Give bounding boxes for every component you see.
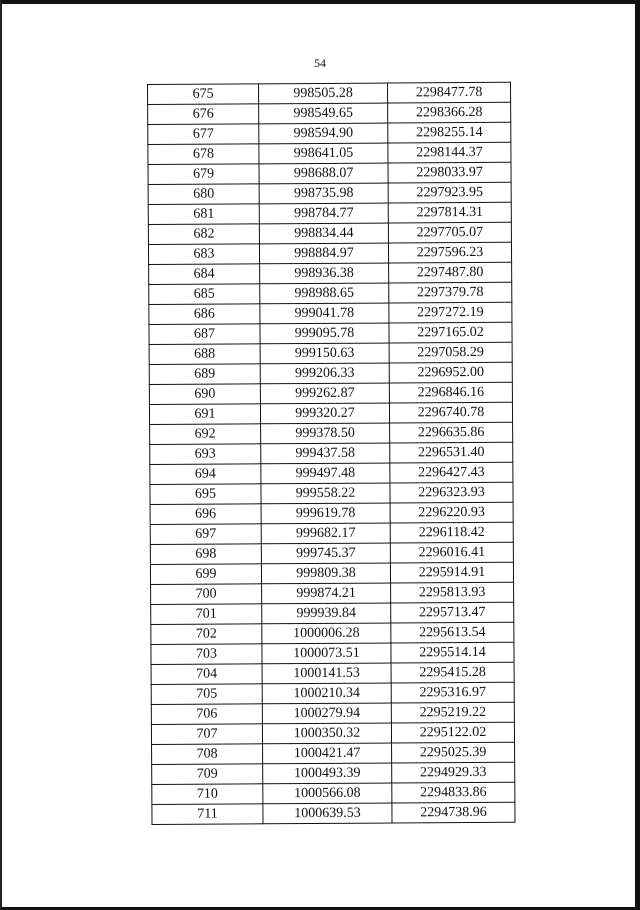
easting-cell: 998884.97: [259, 243, 388, 264]
point-number-cell: 682: [148, 224, 259, 245]
northing-cell: 2295514.14: [391, 642, 514, 663]
easting-cell: 999939.84: [262, 603, 391, 624]
table-row: [151, 722, 514, 744]
northing-cell: 2295025.39: [392, 742, 515, 763]
northing-cell: 2298033.97: [388, 162, 511, 183]
table-row: [148, 182, 511, 204]
northing-cell: 2296635.86: [390, 422, 513, 443]
easting-cell: 999262.87: [260, 383, 389, 404]
easting-cell: 999745.37: [261, 543, 390, 564]
point-number-cell: 707: [151, 724, 262, 745]
northing-cell: 2298477.78: [387, 82, 510, 103]
table-row: [148, 242, 511, 264]
easting-cell: 1000073.51: [262, 643, 391, 664]
point-number-cell: 710: [152, 784, 263, 805]
easting-cell: 999497.48: [261, 463, 390, 484]
northing-cell: 2295613.54: [391, 622, 514, 643]
point-number-cell: 687: [149, 324, 260, 345]
table-row: [152, 742, 515, 764]
easting-cell: 999095.78: [260, 323, 389, 344]
table-row: [150, 482, 513, 504]
northing-cell: 2297596.23: [388, 242, 511, 263]
easting-cell: 999320.27: [260, 403, 389, 424]
easting-cell: 998549.65: [259, 103, 388, 124]
easting-cell: 998936.38: [260, 263, 389, 284]
point-number-cell: 685: [149, 284, 260, 305]
easting-cell: 999206.33: [260, 363, 389, 384]
point-number-cell: 709: [152, 764, 263, 785]
easting-cell: 1000210.34: [262, 683, 391, 704]
table-row: [149, 402, 512, 424]
table-row: [150, 462, 513, 484]
easting-cell: 1000141.53: [262, 663, 391, 684]
point-number-cell: 690: [149, 384, 260, 405]
table-row: [150, 522, 513, 544]
table-row: [149, 362, 512, 384]
table-row: [148, 142, 511, 164]
point-number-cell: 701: [151, 604, 262, 625]
northing-cell: 2296846.16: [389, 382, 512, 403]
easting-cell: 998784.77: [259, 203, 388, 224]
northing-cell: 2294833.86: [392, 782, 515, 803]
northing-cell: 2297165.02: [389, 322, 512, 343]
table-row: [149, 262, 512, 284]
northing-cell: 2298255.14: [388, 122, 511, 143]
northing-cell: 2296427.43: [390, 462, 513, 483]
point-number-cell: 689: [149, 364, 260, 385]
point-number-cell: 677: [148, 124, 259, 145]
northing-cell: 2298366.28: [388, 102, 511, 123]
table-row: [148, 82, 511, 104]
table-row: [151, 622, 514, 644]
northing-cell: 2295415.28: [391, 662, 514, 683]
easting-cell: 1000421.47: [263, 743, 392, 764]
scan-edge-left: [0, 0, 2, 910]
point-number-cell: 680: [148, 184, 259, 205]
table-row: [148, 222, 511, 244]
northing-cell: 2297487.80: [389, 262, 512, 283]
northing-cell: 2295713.47: [391, 602, 514, 623]
easting-cell: 998641.05: [259, 143, 388, 164]
northing-cell: 2295219.22: [391, 702, 514, 723]
northing-cell: 2297379.78: [389, 282, 512, 303]
northing-cell: 2294929.33: [392, 762, 515, 783]
point-number-cell: 706: [151, 704, 262, 725]
northing-cell: 2298144.37: [388, 142, 511, 163]
easting-cell: 999041.78: [260, 303, 389, 324]
point-number-cell: 700: [151, 584, 262, 605]
easting-cell: 998988.65: [260, 283, 389, 304]
easting-cell: 998505.28: [259, 83, 388, 104]
point-number-cell: 686: [149, 304, 260, 325]
table-row: [149, 342, 512, 364]
point-number-cell: 708: [152, 744, 263, 765]
northing-cell: 2297058.29: [389, 342, 512, 363]
table-row: [148, 122, 511, 144]
point-number-cell: 676: [148, 104, 259, 125]
point-number-cell: 704: [151, 664, 262, 685]
northing-cell: 2296740.78: [389, 402, 512, 423]
table-row: [151, 682, 514, 704]
point-number-cell: 695: [150, 484, 261, 505]
table-row: [151, 602, 514, 624]
point-number-cell: 705: [151, 684, 262, 705]
table-row: [151, 642, 514, 664]
point-number-cell: 691: [149, 404, 260, 425]
easting-cell: 999874.21: [262, 583, 391, 604]
northing-cell: 2297923.95: [388, 182, 511, 203]
coordinate-table-container: [147, 82, 516, 825]
easting-cell: 999150.63: [260, 343, 389, 364]
easting-cell: 999437.58: [261, 443, 390, 464]
table-row: [151, 702, 514, 724]
table-row: [148, 202, 511, 224]
point-number-cell: 699: [150, 564, 261, 585]
point-number-cell: 681: [148, 204, 259, 225]
point-number-cell: 697: [150, 524, 261, 545]
coordinate-table-body: [148, 82, 516, 824]
table-row: [152, 762, 515, 784]
table-row: [150, 422, 513, 444]
table-row: [148, 162, 511, 184]
coordinate-table: [147, 82, 516, 825]
easting-cell: 1000350.32: [262, 723, 391, 744]
point-number-cell: 702: [151, 624, 262, 645]
point-number-cell: 675: [148, 84, 259, 105]
point-number-cell: 678: [148, 144, 259, 165]
northing-cell: 2295316.97: [391, 682, 514, 703]
easting-cell: 998735.98: [259, 183, 388, 204]
table-row: [151, 662, 514, 684]
scan-edge-right: [635, 0, 640, 910]
easting-cell: 998688.07: [259, 163, 388, 184]
easting-cell: 999809.38: [261, 563, 390, 584]
easting-cell: 999558.22: [261, 483, 390, 504]
table-row: [148, 102, 511, 124]
point-number-cell: 703: [151, 644, 262, 665]
point-number-cell: 696: [150, 504, 261, 525]
table-row: [152, 782, 515, 804]
northing-cell: 2294738.96: [392, 802, 515, 823]
northing-cell: 2295914.91: [390, 562, 513, 583]
northing-cell: 2297272.19: [389, 302, 512, 323]
table-row: [149, 302, 512, 324]
northing-cell: 2296952.00: [389, 362, 512, 383]
northing-cell: 2296531.40: [390, 442, 513, 463]
northing-cell: 2297705.07: [388, 222, 511, 243]
table-row: [149, 282, 512, 304]
page-number: 54: [314, 56, 326, 70]
northing-cell: 2296118.42: [390, 522, 513, 543]
northing-cell: 2296220.93: [390, 502, 513, 523]
table-row: [149, 322, 512, 344]
northing-cell: 2296016.41: [390, 542, 513, 563]
easting-cell: 1000566.08: [263, 783, 392, 804]
point-number-cell: 693: [150, 444, 261, 465]
table-row: [149, 382, 512, 404]
table-row: [150, 562, 513, 584]
easting-cell: 999619.78: [261, 503, 390, 524]
point-number-cell: 688: [149, 344, 260, 365]
easting-cell: 1000279.94: [262, 703, 391, 724]
point-number-cell: 698: [150, 544, 261, 565]
point-number-cell: 679: [148, 164, 259, 185]
northing-cell: 2296323.93: [390, 482, 513, 503]
easting-cell: 998834.44: [259, 223, 388, 244]
table-row: [151, 582, 514, 604]
table-row: [150, 542, 513, 564]
northing-cell: 2295122.02: [391, 722, 514, 743]
table-row: [150, 502, 513, 524]
point-number-cell: 694: [150, 464, 261, 485]
northing-cell: 2297814.31: [388, 202, 511, 223]
scan-edge-top: [0, 0, 640, 4]
table-row: [150, 442, 513, 464]
easting-cell: 999682.17: [261, 523, 390, 544]
point-number-cell: 684: [149, 264, 260, 285]
easting-cell: 1000006.28: [262, 623, 391, 644]
easting-cell: 999378.50: [261, 423, 390, 444]
point-number-cell: 711: [152, 804, 263, 825]
point-number-cell: 692: [150, 424, 261, 445]
table-row: [152, 802, 515, 824]
point-number-cell: 683: [148, 244, 259, 265]
easting-cell: 998594.90: [259, 123, 388, 144]
easting-cell: 1000639.53: [263, 803, 392, 824]
easting-cell: 1000493.39: [263, 763, 392, 784]
northing-cell: 2295813.93: [391, 582, 514, 603]
